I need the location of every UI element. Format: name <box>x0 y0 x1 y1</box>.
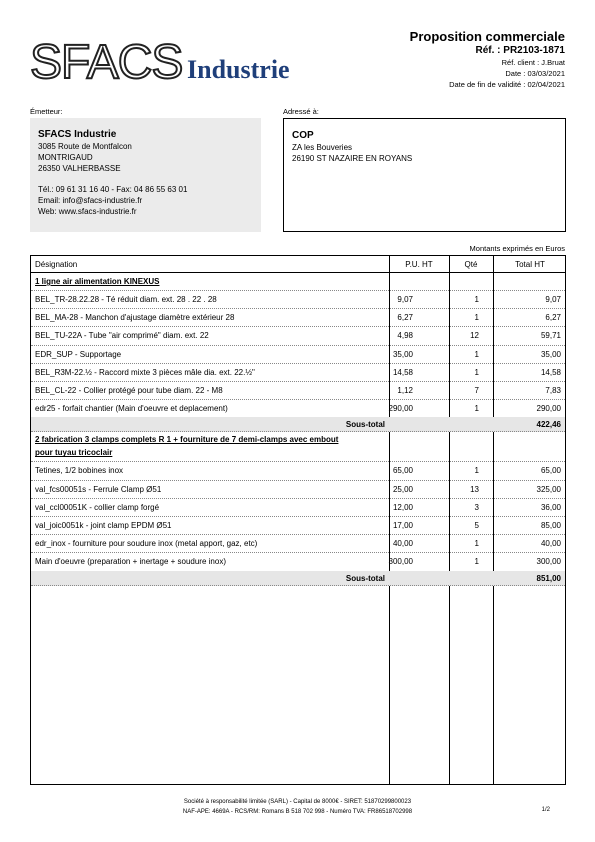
item-designation: BEL_MA-28 - Manchon d'ajustage diamètre extérieur 28 <box>35 313 235 323</box>
item-unit-price: 9,07 <box>397 295 413 304</box>
item-total: 65,00 <box>540 466 561 476</box>
item-unit-price: 17,00 <box>392 521 413 530</box>
table-row <box>31 516 565 535</box>
item-designation: Main d'oeuvre (preparation + inertage + soudure inox) <box>35 557 226 567</box>
item-designation: BEL_R3M-22.½ - Raccord mixte 3 pièces mâle dia. ext. 22.½" <box>35 367 255 377</box>
table-row <box>31 363 565 382</box>
item-total: 59,71 <box>540 331 561 341</box>
subtotal-value: 422,46 <box>536 420 561 430</box>
item-quantity: 5 <box>474 521 479 530</box>
item-total: 35,00 <box>540 349 561 359</box>
item-unit-price: 6,27 <box>397 313 413 323</box>
item-unit-price: 40,00 <box>392 539 413 549</box>
logo-suffix: Industrie <box>187 55 290 84</box>
recipient-address-2: 26190 ST NAZAIRE EN ROYANS <box>292 154 413 163</box>
item-unit-price: 290,00 <box>388 404 413 414</box>
company-logo <box>30 34 320 88</box>
emitter-phone: Tél.: 09 61 31 16 40 - Fax: 04 86 55 63 01 <box>38 185 188 194</box>
item-quantity: 1 <box>474 349 479 359</box>
item-unit-price: 4,98 <box>397 331 413 341</box>
section-title <box>35 433 395 459</box>
item-total: 14,58 <box>540 367 561 377</box>
item-quantity: 1 <box>474 313 479 323</box>
subtotal-row <box>31 571 565 586</box>
emitter-email: Email: info@sfacs-industrie.fr <box>38 196 143 205</box>
recipient-name: COP <box>292 130 314 141</box>
section-title-line: pour tuyau tricoclair <box>35 448 113 458</box>
document-title: Proposition commerciale <box>409 29 565 44</box>
item-designation: edr_inox - fourniture pour soudure inox (metal apport, gaz, etc) <box>35 539 258 549</box>
item-unit-price: 35,00 <box>392 349 413 359</box>
item-quantity: 3 <box>474 502 479 512</box>
quote-table <box>30 255 566 785</box>
document-date: Date : 03/03/2021 <box>505 69 565 78</box>
item-designation: Tetines, 1/2 bobines inox <box>35 466 124 476</box>
emitter-label: Émetteur: <box>30 107 63 116</box>
item-designation: val_joic0051k - joint clamp EPDM Ø51 <box>35 521 172 530</box>
recipient-address-1: ZA les Bouveries <box>292 143 353 152</box>
item-unit-price: 14,58 <box>392 367 413 377</box>
item-designation: BEL_TU-22A - Tube "air comprimé" diam. ext. 22 <box>35 331 209 341</box>
table-row <box>31 552 565 571</box>
header-unit-price: P.U. HT <box>405 260 433 269</box>
table-row <box>31 461 565 480</box>
section-title-line: 2 fabrication 3 clamps complets R 1 + fourniture de 7 demi-clamps avec embout <box>35 435 339 445</box>
item-unit-price: 300,00 <box>388 557 413 567</box>
item-total: 7,83 <box>545 386 561 395</box>
subtotal-label: Sous-total <box>345 573 385 583</box>
item-total: 36,00 <box>540 502 561 512</box>
item-total: 9,07 <box>545 295 561 304</box>
item-quantity: 7 <box>474 386 479 395</box>
subtotal-value: 851,00 <box>536 573 561 583</box>
item-designation: BEL_TR-28.22.28 - Té réduit diam. ext. 28 . 22 . 28 <box>35 295 217 304</box>
emitter-address-3: 26350 VALHERBASSE <box>38 164 121 173</box>
validity-date: Date de fin de validité : 02/04/2021 <box>449 80 565 89</box>
item-designation: edr25 - forfait chantier (Main d'oeuvre et deplacement) <box>35 404 228 414</box>
item-unit-price: 1,12 <box>397 386 413 395</box>
item-quantity: 12 <box>470 331 479 341</box>
item-designation: BEL_CL-22 - Collier protégé pour tube diam. 22 - M8 <box>35 386 223 395</box>
item-quantity: 13 <box>470 484 479 494</box>
item-designation: val_ccl00051K - collier clamp forgé <box>35 502 160 512</box>
table-row <box>31 290 565 309</box>
table-row <box>31 534 565 553</box>
client-ref: Réf. client : J.Bruat <box>501 58 565 67</box>
item-unit-price: 25,00 <box>392 484 413 494</box>
section-title <box>35 275 395 288</box>
item-total: 290,00 <box>536 404 561 414</box>
footer-legal-1: Société à responsabilité limitée (SARL) - Capital de 8000€ - SIRET: 51870299800023 <box>183 799 412 805</box>
subtotal-row <box>31 417 565 432</box>
emitter-address-1: 3085 Route de Montfalcon <box>38 142 132 151</box>
item-unit-price: 65,00 <box>392 466 413 476</box>
header-quantity: Qté <box>464 260 478 269</box>
section-title-row <box>31 273 565 291</box>
table-row <box>31 381 565 400</box>
table-row <box>31 345 565 364</box>
page-number: 1/2 <box>541 807 550 813</box>
item-total: 300,00 <box>536 557 561 567</box>
currency-note: Montants exprimés en Euros <box>469 244 565 253</box>
item-quantity: 1 <box>474 539 479 549</box>
item-quantity: 1 <box>474 367 479 377</box>
table-row <box>31 326 565 345</box>
table-row <box>31 480 565 499</box>
item-total: 6,27 <box>545 313 561 323</box>
item-total: 85,00 <box>540 521 561 530</box>
table-row <box>31 498 565 517</box>
header-designation: Désignation <box>35 260 78 269</box>
recipient-label: Adressé à: <box>283 107 319 116</box>
item-quantity: 1 <box>474 295 479 304</box>
header-total: Total HT <box>515 260 545 269</box>
emitter-name: SFACS Industrie <box>38 129 117 140</box>
table-row <box>31 308 565 327</box>
section-title-line: 1 ligne air alimentation KINEXUS <box>35 277 160 286</box>
document-header <box>410 29 565 90</box>
emitter-web: Web: www.sfacs-industrie.fr <box>38 207 137 216</box>
item-quantity: 1 <box>474 557 479 567</box>
emitter-address-2: MONTRIGAUD <box>38 153 93 162</box>
document-ref: Réf. : PR2103-1871 <box>475 45 565 56</box>
item-quantity: 1 <box>474 466 479 476</box>
emitter-box <box>30 118 261 232</box>
item-designation: EDR_SUP - Supportage <box>35 349 122 359</box>
item-total: 325,00 <box>536 484 561 494</box>
recipient-box <box>283 118 566 232</box>
subtotal-label: Sous-total <box>345 420 385 430</box>
item-total: 40,00 <box>540 539 561 549</box>
item-quantity: 1 <box>474 404 479 414</box>
item-designation: val_fcs00051s - Ferrule Clamp Ø51 <box>35 484 162 494</box>
table-row <box>31 399 565 418</box>
footer <box>0 797 595 817</box>
table-header <box>31 256 565 273</box>
footer-legal-2: NAF-APE: 4669A - RCS/RM: Romans B 518 702 998 - Numéro TVA: FR86518702998 <box>182 809 413 815</box>
logo-mark: SFACS <box>30 36 183 88</box>
section-title-row <box>31 431 565 462</box>
item-unit-price: 12,00 <box>392 502 413 512</box>
